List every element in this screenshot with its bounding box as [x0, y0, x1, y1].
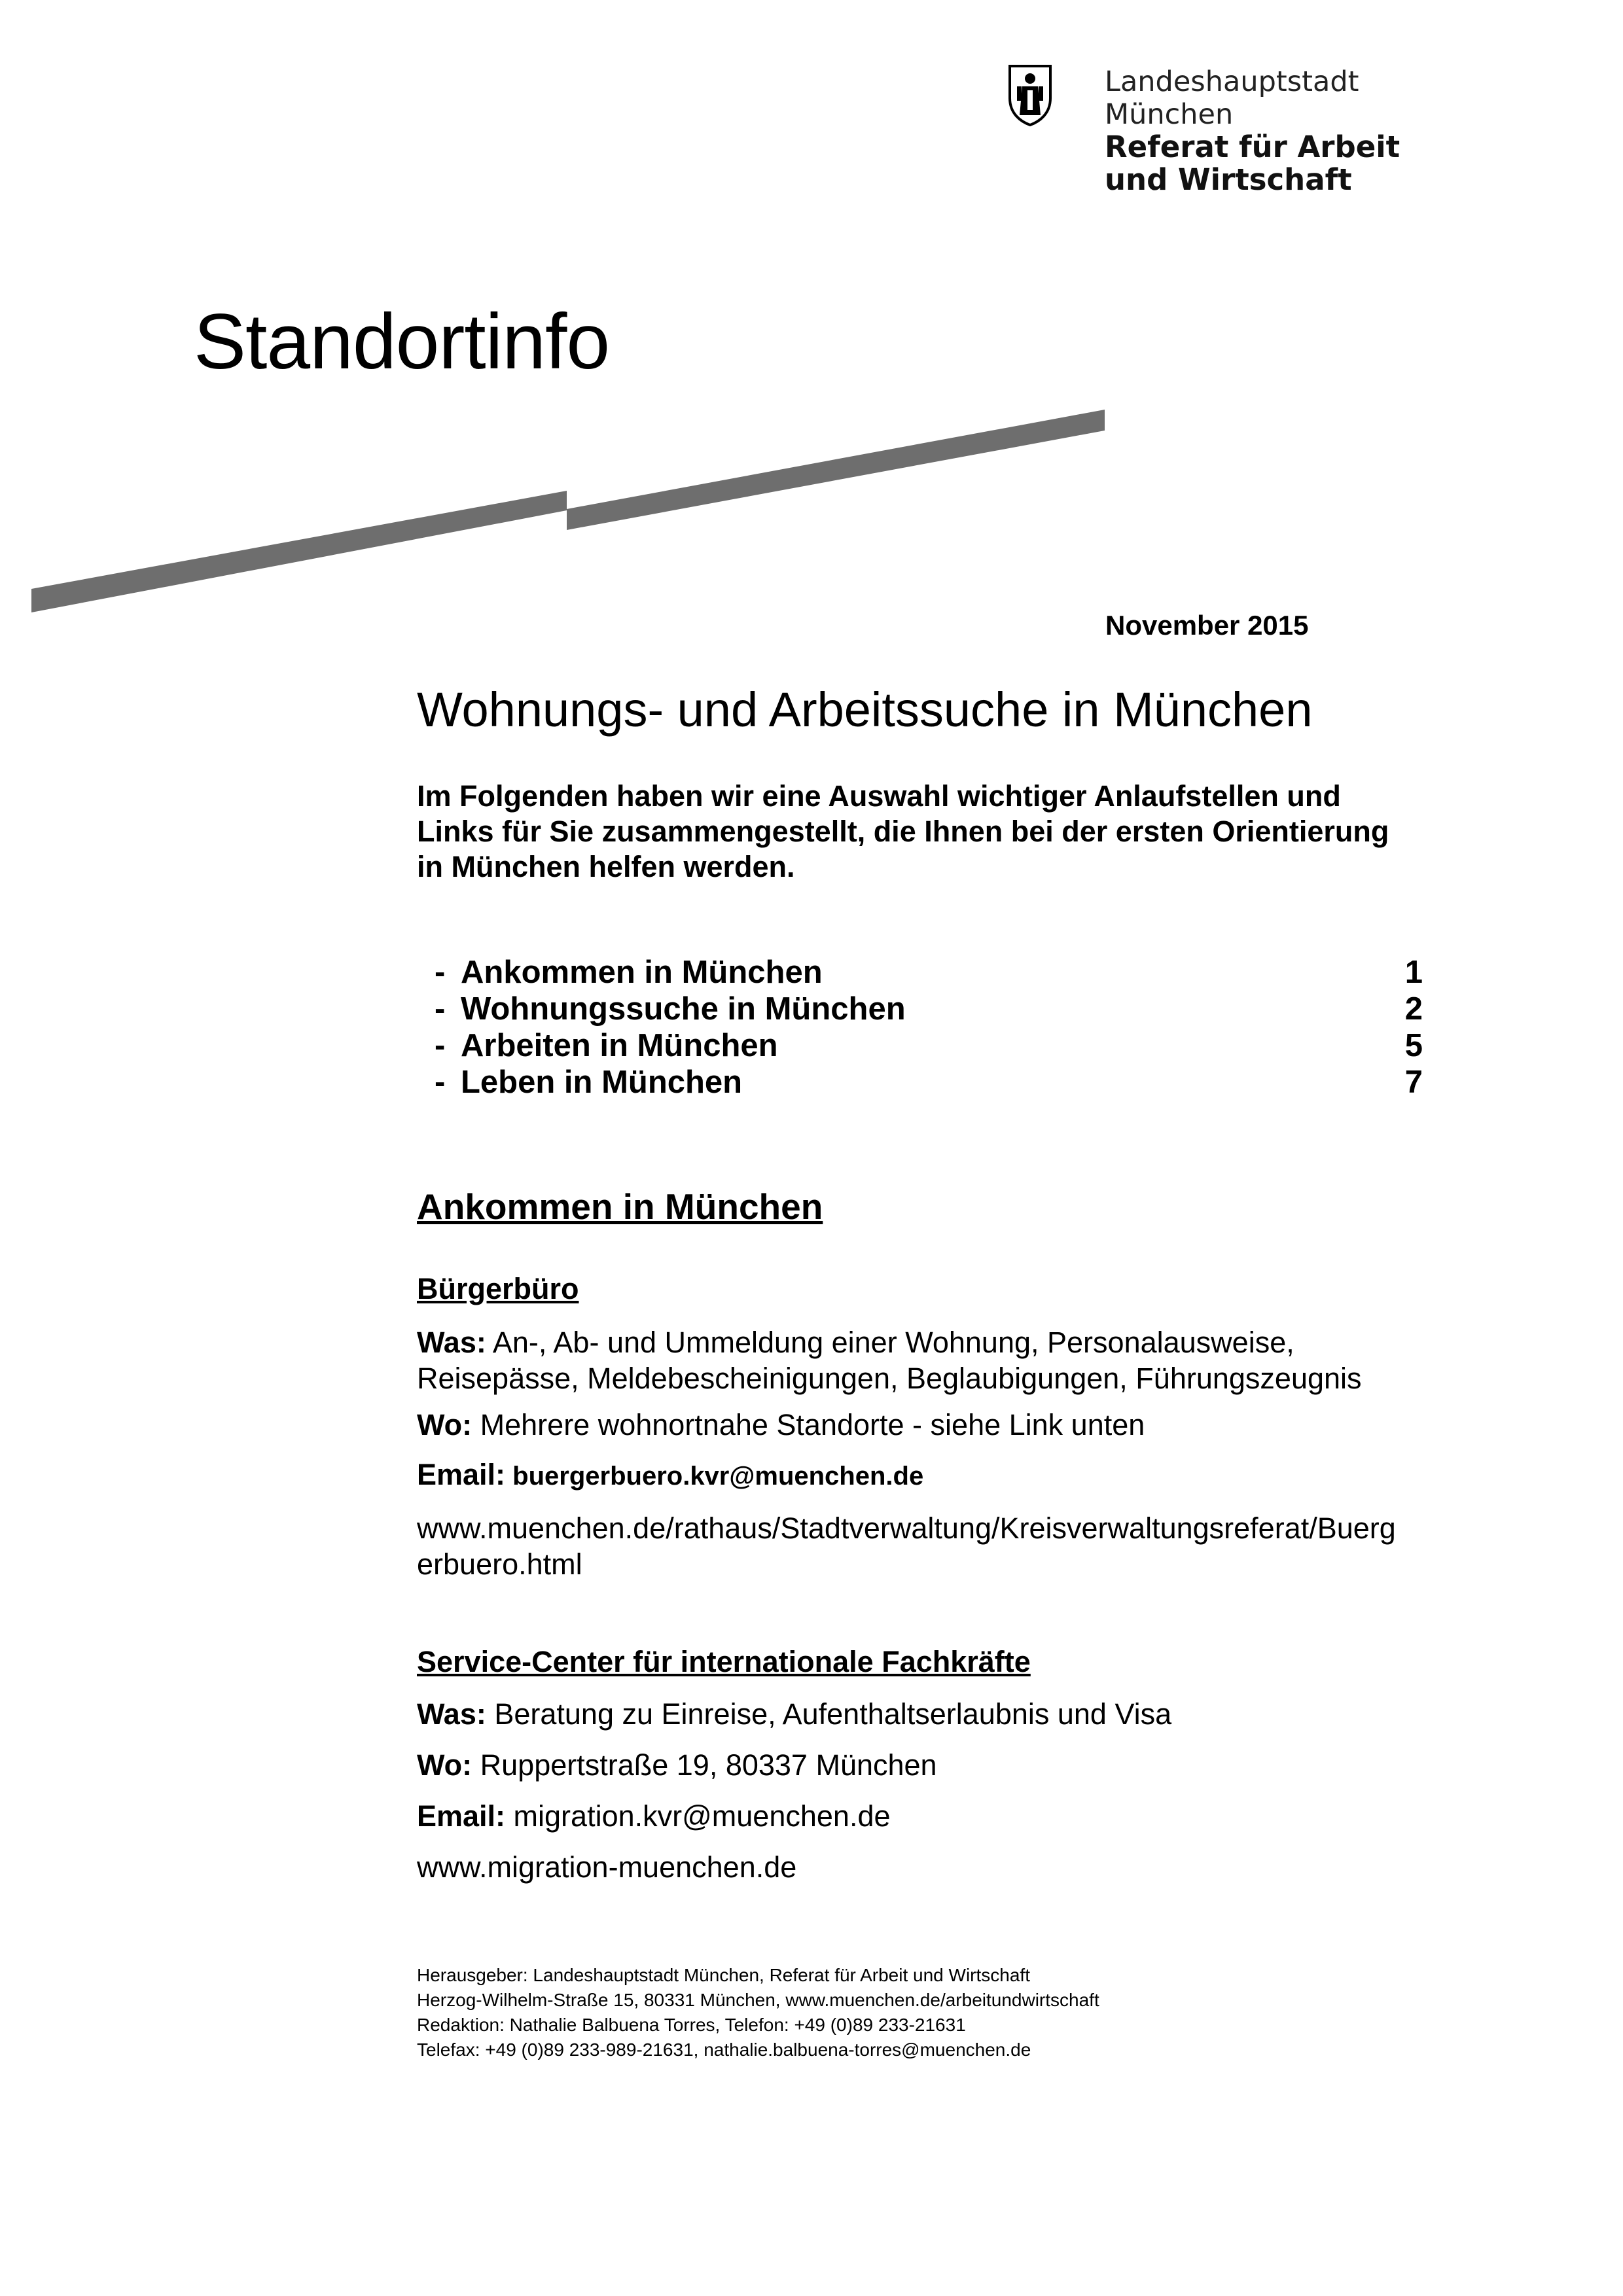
was-label: Was:	[417, 1697, 486, 1731]
was-text: An-, Ab- und Ummeldung einer Wohnung, Personalausweise,	[486, 1326, 1294, 1359]
buergerbuero-email	[417, 1457, 923, 1494]
toc-page: 7	[1404, 1065, 1423, 1100]
was-text-line2: Reisepässe, Meldebescheinigungen, Beglaubigungen, Führungszeugnis	[417, 1362, 1362, 1395]
footer-line: Herzog-Wilhelm-Straße 15, 80331 München, www.muenchen.de/arbeitundwirtschaft	[417, 1990, 1099, 2010]
email-link[interactable]: buergerbuero.kvr@muenchen.de	[505, 1462, 924, 1491]
stripe-right	[567, 410, 1105, 530]
email-label: Email:	[417, 1458, 506, 1491]
wo-text: Ruppertstraße 19, 80337 München	[472, 1748, 937, 1782]
was-label: Was:	[417, 1326, 486, 1359]
url-line[interactable]: www.muenchen.de/rathaus/Stadtverwaltung/Kreisverwaltungsreferat/Buerg	[417, 1511, 1396, 1545]
footer-line: Redaktion: Nathalie Balbuena Torres, Telefon: +49 (0)89 233-21631	[417, 2015, 966, 2035]
footer-imprint	[417, 1963, 1099, 2062]
wo-label: Wo:	[417, 1408, 473, 1441]
org-line-4: und Wirtschaft	[1105, 162, 1352, 197]
org-line-2: München	[1105, 98, 1234, 131]
toc-item	[435, 1027, 1423, 1064]
wo-label: Wo:	[417, 1748, 473, 1782]
intro-paragraph	[417, 779, 1431, 885]
buergerbuero-url[interactable]	[417, 1510, 1464, 1582]
section-title: Ankommen in München	[417, 1186, 823, 1227]
document-title: Standortinfo	[194, 298, 610, 385]
service-center-url[interactable]: www.migration-muenchen.de	[417, 1850, 797, 1884]
subsection-title-buergerbuero: Bürgerbüro	[417, 1272, 579, 1305]
wo-text: Mehrere wohnortnahe Standorte - siehe Link unten	[472, 1408, 1145, 1441]
org-name	[1105, 65, 1400, 196]
toc-dash: -	[435, 991, 446, 1027]
stripe-left	[31, 491, 567, 612]
toc-dash: -	[435, 1028, 446, 1063]
buergerbuero-wo	[417, 1407, 1145, 1443]
org-line-3: Referat für Arbeit	[1105, 130, 1400, 164]
toc-label: Wohnungssuche in München	[461, 991, 906, 1027]
intro-line: in München helfen werden.	[417, 850, 795, 883]
toc-item	[435, 954, 1423, 991]
footer-line: Telefax: +49 (0)89 233-989-21631, nathalie.balbuena-torres@muenchen.de	[417, 2040, 1031, 2060]
publication-date: November 2015	[1105, 610, 1309, 641]
intro-line: Links für Sie zusammengestellt, die Ihnen bei der ersten Orientierung	[417, 815, 1389, 848]
subsection-title-service-center: Service-Center für internationale Fachkräfte	[417, 1645, 1031, 1678]
was-text: Beratung zu Einreise, Aufenthaltserlaubnis und Visa	[486, 1697, 1172, 1731]
service-center-wo	[417, 1747, 937, 1783]
toc-label: Leben in München	[461, 1065, 743, 1100]
toc-dash: -	[435, 1065, 446, 1100]
table-of-contents	[435, 954, 1423, 1101]
munich-coat-of-arms-icon	[1008, 64, 1052, 127]
toc-page: 2	[1404, 991, 1423, 1027]
footer-line: Herausgeber: Landeshauptstadt München, Referat für Arbeit und Wirtschaft	[417, 1965, 1030, 1985]
toc-dash: -	[435, 955, 446, 990]
email-link[interactable]: migration.kvr@muenchen.de	[505, 1799, 891, 1833]
toc-page: 5	[1404, 1028, 1423, 1063]
decorative-stripes	[0, 393, 1126, 628]
toc-page: 1	[1404, 955, 1423, 990]
url-line[interactable]: erbuero.html	[417, 1547, 582, 1581]
toc-label: Arbeiten in München	[461, 1028, 778, 1063]
toc-label: Ankommen in München	[461, 955, 823, 990]
toc-item	[435, 1064, 1423, 1101]
service-center-email	[417, 1798, 891, 1834]
service-center-was	[417, 1696, 1171, 1732]
toc-item	[435, 991, 1423, 1027]
email-label: Email:	[417, 1799, 506, 1833]
intro-line: Im Folgenden haben wir eine Auswahl wichtiger Anlaufstellen und	[417, 779, 1341, 813]
org-line-1: Landeshauptstadt	[1105, 65, 1359, 98]
buergerbuero-was	[417, 1324, 1438, 1396]
main-heading: Wohnungs- und Arbeitssuche in München	[417, 682, 1313, 737]
